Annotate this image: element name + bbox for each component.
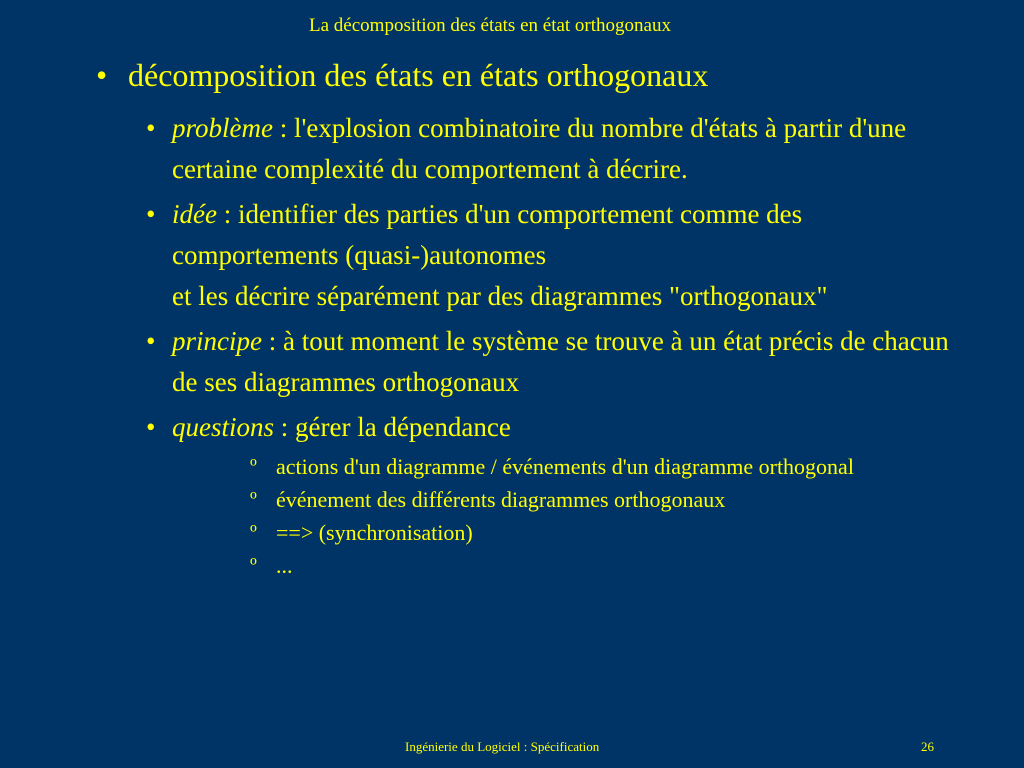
list-item-label: problème	[172, 113, 273, 143]
list-item-label: questions	[172, 412, 275, 442]
degree-marker-icon: º	[250, 454, 257, 479]
main-bullet	[96, 55, 976, 95]
degree-marker-icon: º	[250, 487, 257, 512]
list-item-label: principe	[172, 326, 262, 356]
degree-marker-icon: º	[250, 520, 257, 545]
bullet-icon: •	[146, 199, 156, 229]
list-item	[250, 483, 966, 516]
list-item-label: idée	[172, 199, 217, 229]
bullet-icon: •	[146, 412, 156, 442]
list-item-body-line2: et les décrire séparément par des diagrammes "orthogonaux"	[172, 281, 828, 311]
list-item-text: ...	[276, 553, 293, 578]
list-item-text: actions d'un diagramme / événements d'un diagramme orthogonal	[276, 454, 854, 479]
main-heading: décomposition des états en états orthogonaux	[128, 57, 709, 93]
list-item-text: événement des différents diagrammes orthogonaux	[276, 487, 726, 512]
list-item-body: : à tout moment le système se trouve à un état précis de chacun de ses diagrammes orthogonaux	[172, 326, 949, 397]
list-item-text	[172, 407, 966, 448]
list-item-text: ==> (synchronisation)	[276, 520, 473, 545]
slide-header-title: La décomposition des états en état orthogonaux	[309, 15, 671, 36]
bullet-icon: •	[146, 113, 156, 143]
list-item	[250, 516, 966, 549]
list-item-body: : identifier des parties d'un comportement comme des comportements (quasi-)autonomes	[172, 199, 803, 270]
list-item-questions	[146, 407, 966, 448]
questions-sub-list	[250, 450, 966, 582]
sub-bullet-list	[146, 108, 966, 582]
list-item-probleme	[146, 108, 966, 190]
footer-course-title: Ingénierie du Logiciel : Spécification	[405, 739, 600, 754]
list-item-idee	[146, 194, 966, 317]
list-item-body: : gérer la dépendance	[274, 412, 511, 442]
degree-marker-icon: º	[250, 553, 257, 578]
bullet-icon: •	[96, 57, 108, 93]
list-item-text	[172, 194, 966, 317]
list-item-body: : l'explosion combinatoire du nombre d'états à partir d'une certaine complexité du comportement à décrire.	[172, 113, 907, 184]
list-item-text	[172, 321, 966, 403]
list-item	[250, 549, 966, 582]
list-item-text	[172, 108, 966, 190]
page-number: 26	[921, 739, 934, 754]
list-item-principe	[146, 321, 966, 403]
list-item	[250, 450, 966, 483]
bullet-icon: •	[146, 326, 156, 356]
